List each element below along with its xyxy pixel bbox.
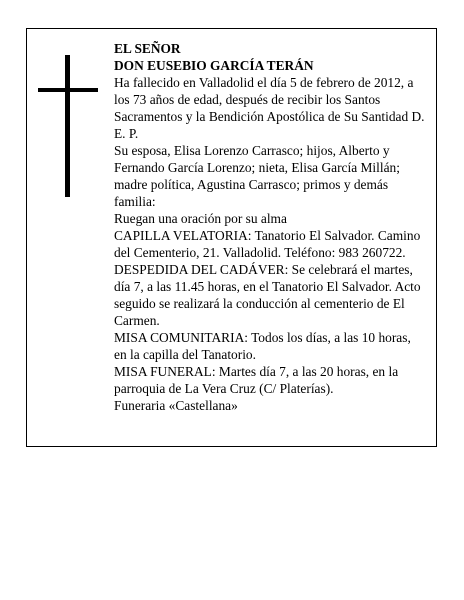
cross-horizontal-bar [38,88,98,92]
deceased-name: DON EUSEBIO GARCÍA TERÁN [114,58,314,73]
cross-vertical-bar [65,55,70,197]
obituary-title: EL SEÑOR [114,41,181,56]
death-announcement: Ha fallecido en Valladolid el día 5 de febrero de 2012, a los 73 años de edad, después de recibir los Santos Sacramentos y la Bendición Apostólica de Su Santidad D. E. P. [114,75,425,141]
funeral-mass: MISA FUNERAL: Martes día 7, a las 20 horas, en la parroquia de La Vera Cruz (C/ Platerías). [114,364,399,396]
family-list: Su esposa, Elisa Lorenzo Carrasco; hijos, Alberto y Fernando García Lorenzo; nieta, Elisa García Millán; madre política, Agustina Carrasco; primos y demás familia: [114,143,400,209]
community-mass: MISA COMUNITARIA: Todos los días, a las 10 horas, en la capilla del Tanatorio. [114,330,411,362]
farewell-info: DESPEDIDA DEL CADÁVER: Se celebrará el martes, día 7, a las 11.45 horas, en el Tanatorio El Salvador. Acto seguido se realizará la conducción al cementerio de El Carmen. [114,262,421,328]
prayer-request: Ruegan una oración por su alma [114,211,287,226]
cross-icon [38,55,98,197]
funeral-home: Funeraria «Castellana» [114,398,238,413]
obituary-text [114,40,426,414]
wake-chapel: CAPILLA VELATORIA: Tanatorio El Salvador. Camino del Cementerio, 21. Valladolid. Teléfono: 983 260722. [114,228,421,260]
